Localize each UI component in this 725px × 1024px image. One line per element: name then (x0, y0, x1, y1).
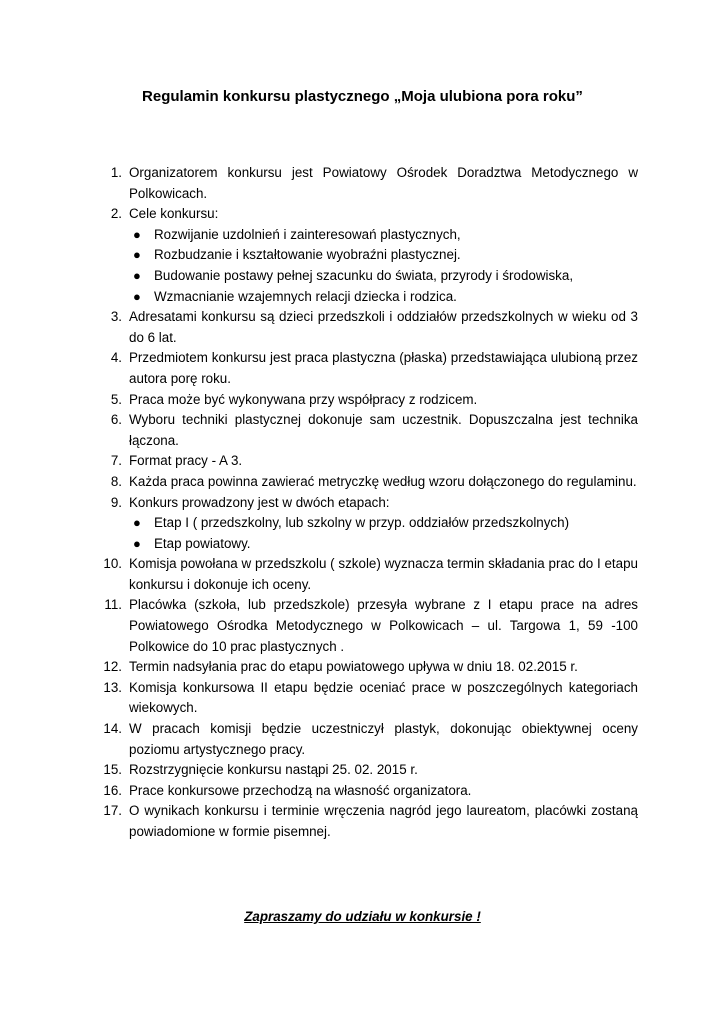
rule-text: Komisja powołana w przedszkolu ( szkole) wyznacza termin składania prac do I etapu konkursu i dokonuje ich oceny. (129, 556, 638, 592)
rule-item (96, 204, 638, 307)
rule-text: Przedmiotem konkursu jest praca plastyczna (płaska) przedstawiająca ulubioną przez autora porę roku. (129, 350, 638, 386)
bullet-item (129, 245, 638, 266)
rule-number: 3. (110, 309, 122, 325)
rule-number: 13. (103, 679, 122, 695)
bullet-icon: ● (133, 288, 141, 304)
rule-text: Wyboru techniki plastycznej dokonuje sam uczestnik. Dopuszczalna jest technika łączona. (129, 412, 638, 448)
rule-number: 1. (110, 165, 122, 180)
bullet-text: Budowanie postawy pełnej szacunku do świata, przyrody i środowiska, (154, 267, 574, 283)
rule-number: 2. (110, 206, 122, 222)
bullet-text: Wzmacnianie wzajemnych relacji dziecka i rodzica. (154, 288, 457, 304)
rule-number: 11. (104, 597, 122, 613)
rule-item (96, 390, 638, 411)
bullet-item (129, 513, 638, 534)
rule-number: 7. (110, 453, 122, 469)
rule-text: Praca może być wykonywana przy współpracy z rodzicem. (129, 391, 478, 407)
rule-item (96, 307, 638, 348)
rule-text: Każda praca powinna zawierać metryczkę według wzoru dołączonego do regulaminu. (129, 473, 637, 489)
rule-text: W pracach komisji będzie uczestniczył plastyk, dokonując obiektywnej oceny poziomu artystycznego pracy. (129, 721, 638, 757)
rule-item (96, 595, 638, 657)
document-title: Regulamin konkursu plastycznego „Moja ulubiona pora roku” (142, 88, 583, 105)
bullet-item (129, 287, 638, 308)
bullet-text: Etap powiatowy. (154, 535, 251, 551)
bullet-item (129, 225, 638, 246)
rule-bullet-list (129, 513, 638, 554)
bullet-text: Rozbudzanie i kształtowanie wyobraźni plastycznej. (154, 247, 461, 263)
rule-number: 10. (103, 556, 122, 572)
rule-text: O wynikach konkursu i terminie wręczenia nagród jego laureatom, placówki zostaną powiadomione w formie pisemnej. (129, 803, 638, 839)
rules-list (96, 163, 638, 843)
rule-item (96, 472, 638, 493)
bullet-icon: ● (133, 535, 141, 551)
rule-item (96, 554, 638, 595)
rule-text: Format pracy - A 3. (129, 453, 243, 469)
rule-item (96, 657, 638, 678)
rule-number: 17. (103, 803, 122, 819)
bullet-icon: ● (133, 267, 141, 283)
rule-text: Placówka (szkoła, lub przedszkole) przesyła wybrane z I etapu prace na adres Powiatowego Ośrodka Metodycznego w Polkowicach – ul. Targowa 1, 59 -100 Polkowice do 10 prac plastycznych . (129, 597, 638, 654)
bullet-item (129, 266, 638, 287)
rule-number: 6. (110, 412, 122, 428)
rule-text: Termin nadsyłania prac do etapu powiatowego upływa w dniu 18. 02.2015 r. (129, 659, 578, 675)
rule-number: 9. (110, 494, 122, 510)
rule-text: Rozstrzygnięcie konkursu nastąpi 25. 02. 2015 r. (129, 762, 418, 778)
bullet-item (129, 534, 638, 555)
bullet-icon: ● (133, 247, 141, 263)
rule-item (96, 493, 638, 555)
rule-item (96, 719, 638, 760)
bullet-icon: ● (133, 226, 141, 242)
rule-item (96, 781, 638, 802)
rule-bullet-list (129, 225, 638, 307)
invitation-footer: Zapraszamy do udziału w konkursie ! (244, 909, 481, 924)
rule-item (96, 760, 638, 781)
rule-number: 5. (110, 391, 122, 407)
bullet-text: Rozwijanie uzdolnień i zainteresowań plastycznych, (154, 226, 461, 242)
rule-item (96, 348, 638, 389)
rule-item (96, 678, 638, 719)
rule-number: 4. (110, 350, 122, 366)
rule-item (96, 410, 638, 451)
rule-number: 15. (103, 762, 122, 778)
rule-text: Komisja konkursowa II etapu będzie oceniać prace w poszczególnych kategoriach wiekowych. (129, 679, 638, 716)
rule-item (96, 801, 638, 842)
rule-number: 16. (103, 782, 122, 798)
rule-number: 8. (110, 473, 122, 489)
rule-item (96, 451, 638, 472)
rule-text: Cele konkursu: (129, 206, 219, 222)
rule-text: Prace konkursowe przechodzą na własność organizatora. (129, 782, 472, 798)
rule-text: Adresatami konkursu są dzieci przedszkoli i oddziałów przedszkolnych w wieku od 3 do 6 lat. (129, 309, 638, 345)
rule-number: 12. (103, 659, 122, 675)
rule-item (96, 163, 638, 204)
bullet-text: Etap I ( przedszkolny, lub szkolny w przyp. oddziałów przedszkolnych) (154, 515, 570, 531)
bullet-icon: ● (133, 515, 141, 531)
rule-text: Konkurs prowadzony jest w dwóch etapach: (129, 494, 390, 510)
rule-text: Organizatorem konkursu jest Powiatowy Ośrodek Doradztwa Metodycznego w Polkowicach. (129, 165, 638, 201)
rule-number: 14. (103, 721, 122, 737)
